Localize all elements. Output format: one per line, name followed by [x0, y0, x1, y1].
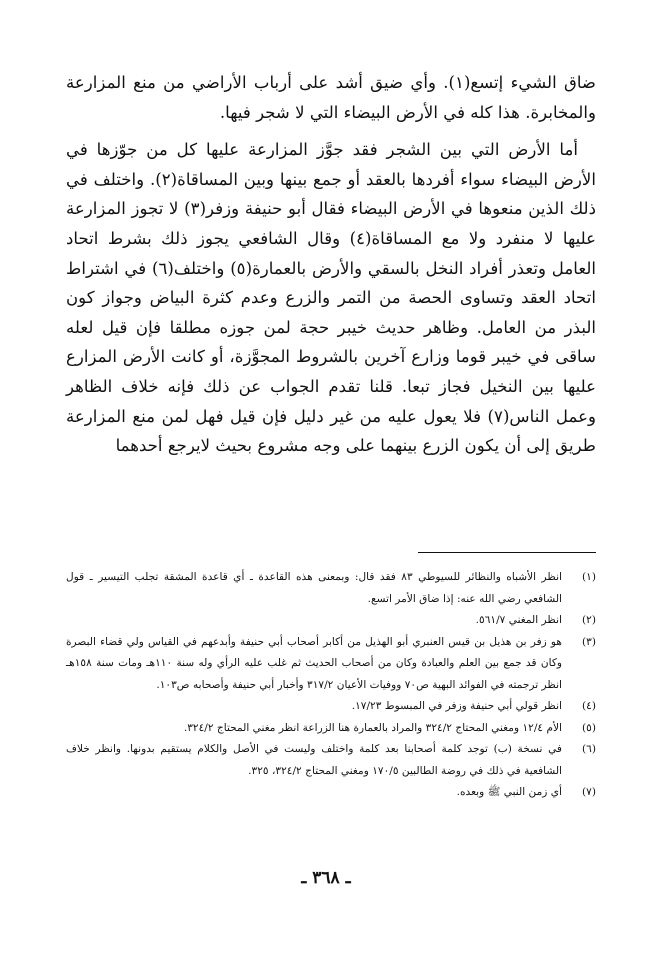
footnote-text: انظر قولي أبي حنيفة وزفر في المبسوط ١٧/٢٣. [351, 700, 562, 712]
footnote-text: أي زمن النبي ﷺ وبعده. [456, 786, 562, 798]
footnote-number: (١) [582, 571, 596, 583]
footnote-7 [66, 782, 596, 804]
footnote-2 [66, 610, 596, 632]
footnotes [66, 567, 596, 804]
footnote-text: الأم ١٢/٤ ومغني المحتاج ٣٢٤/٢ والمراد بالعمارة هنا الزراعة انظر مغني المحتاج ٣٢٤/٢. [183, 721, 562, 734]
footnote-text: انظر المغني ٥٦١/٧. [475, 614, 562, 626]
footnote-3 [66, 632, 596, 697]
page-number: ـ ٣٦٨ ـ [301, 868, 351, 888]
footnote-5 [66, 718, 596, 740]
paragraph-2: أما الأرض التي بين الشجر فقد جوَّز المزارعة عليها كل من جوّزها في الأرض البيضاء سواء أفردها بالعقد أو جمع بينها وبين المساقاة(٢). واختلف في ذلك الذين منعوها في الأرض البيضاء فقال أبو حنيفة وزفر(٣) لا تجوز المزارعة عليها لا منفرد ولا مع المساقاة(٤) وقال الشافعي يجوز ذلك بشرط اتحاد العامل وتعذر أفراد النخل بالسقي والأرض بالعمارة(٥) واختلف(٦) في اشتراط اتحاد العقد وتساوى الحصة من التمر والزرع وعدم كثرة البياض وجواز كون البذر من العامل. وظاهر حديث خيبر حجة لمن جوزه مطلقا فإن قيل لعله ساقى في خيبر قوما وزارع آخرين بالشروط المجوَّزة، أو كانت الأرض المزارع عليها بين النخيل فجاز تبعا. قلنا تقدم الجواب عن ذلك فإنه خلاف الظاهر وعمل الناس(٧) فلا يعول عليه من غير دليل فإن قيل فهل لمن منع المزارعة طريق إلى أن يكون الزرع بينهما على وجه مشروع بحيث لايرجع أحدهما [66, 140, 597, 456]
footnote-text: انظر الأشباه والنظائر للسيوطي ٨٣ فقد قال: وبمعنى هذه القاعدة ـ أي قاعدة المشقة تجلب التيسير ـ قول الشافعي رضي الله عنه: إذا ضاق الأمر اتسع. [66, 571, 562, 605]
footnote-text: في نسخة (ب) توجد كلمة أصحابنا بعد كلمة واختلف وليست في الأصل والكلام يستقيم بدونها. وانظر خلاف الشافعية في ذلك في روضة الطالبين ١٧٠/٥ ومغني المحتاج ٣٢٤/٢، ٣٢٥. [66, 743, 562, 777]
footnote-number: (٤) [582, 700, 596, 712]
footnote-1 [66, 567, 596, 610]
footnote-6 [66, 739, 596, 782]
footnote-text: هو زفر بن هذيل بن قيس العنبري أبو الهذيل من أكابر أصحاب أبي حنيفة وأبدعهم في القياس ولي قضاء البصرة وكان قد جمع بين العلم والعبادة وكان من أصحاب الحديث ثم غلب عليه الرأي وله سنة ١١٠هـ ومات سنة ١٥٨هـ انظر ترجمته في الفوائد البهية ص٧٠ ووفيات الأعيان ٣١٧/٢ وأخبار أبي حنيفة وأصحابه ص١٠٣. [66, 635, 563, 691]
footnote-divider [418, 552, 596, 553]
footnote-number: (٣) [582, 635, 596, 648]
footnote-number: (٢) [582, 614, 596, 626]
footnote-4 [66, 696, 596, 718]
footnote-number: (٥) [582, 721, 596, 734]
footnote-number: (٧) [582, 786, 596, 798]
paragraph-1: ضاق الشيء إتسع(١). وأي ضيق أشد على أرباب الأراضي من منع المزارعة والمخابرة. هذا كله في الأرض البيضاء التي لا شجر فيها. [66, 73, 597, 122]
footnote-number: (٦) [582, 743, 596, 755]
main-text [66, 68, 596, 461]
